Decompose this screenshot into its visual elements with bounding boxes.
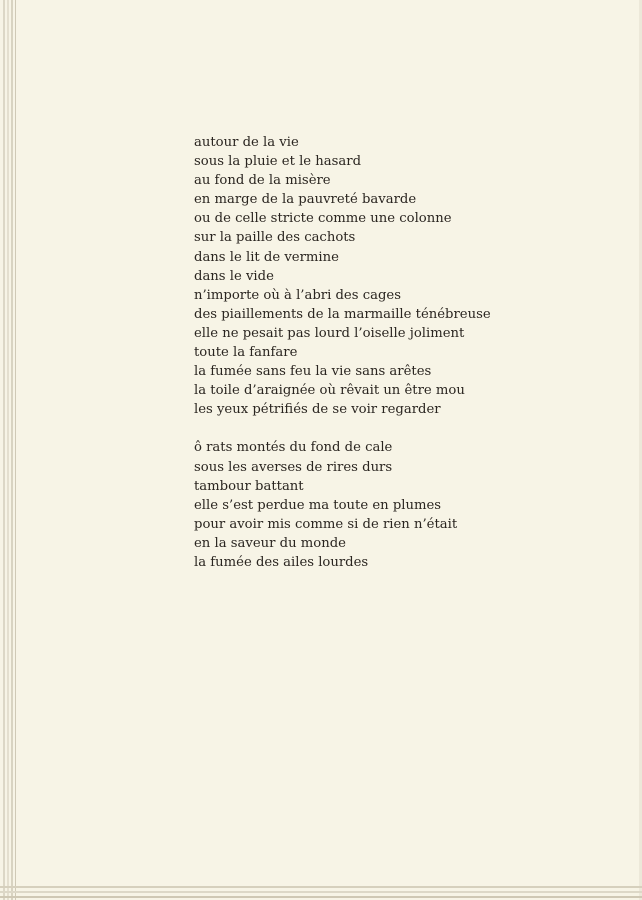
poem-line: en la saveur du monde xyxy=(194,535,346,551)
poem-line: elle s’est perdue ma toute en plumes xyxy=(194,497,442,513)
page-edge xyxy=(3,0,5,900)
poem-line: elle ne pesait pas lourd l’oiselle joliment xyxy=(194,325,465,341)
poem-text xyxy=(194,133,491,572)
stanza-1 xyxy=(194,133,491,419)
poem-line: tambour battant xyxy=(194,478,304,494)
poem-line: ou de celle stricte comme une colonne xyxy=(194,211,452,227)
poem-line: sous les averses de rires durs xyxy=(194,459,393,475)
poem-line: en marge de la pauvreté bavarde xyxy=(194,192,417,208)
page-edge xyxy=(15,0,16,900)
poem-line: pour avoir mis comme si de rien n’était xyxy=(194,516,458,532)
poem-line: des piaillements de la marmaille ténébreuse xyxy=(194,306,491,322)
poem-line: autour de la vie xyxy=(194,135,299,150)
poem-line: toute la fanfare xyxy=(194,345,298,361)
page-edge-bottom xyxy=(0,891,642,893)
poem-line: au fond de la misère xyxy=(194,173,331,189)
poem-line: la fumée sans feu la vie sans arêtes xyxy=(194,364,432,380)
page-edge-bottom xyxy=(0,886,642,888)
page-edge-bottom xyxy=(0,896,642,898)
poem-line: sous la pluie et le hasard xyxy=(194,154,362,170)
poem-line: les yeux pétrifiés de se voir regarder xyxy=(194,402,441,418)
poem-line: n’importe où à l’abri des cages xyxy=(194,287,401,303)
stanza-2 xyxy=(194,438,491,572)
poem-line: dans le vide xyxy=(194,268,274,284)
poem-line: sur la paille des cachots xyxy=(194,230,356,246)
poem-line: la fumée des ailes lourdes xyxy=(194,554,369,570)
page-edge xyxy=(7,0,9,900)
poem-line: la toile d’araignée où rêvait un être mou xyxy=(194,383,465,399)
poem-line: dans le lit de vermine xyxy=(194,249,339,265)
page-edge xyxy=(11,0,13,900)
poem-line: ô rats montés du fond de cale xyxy=(194,440,393,456)
